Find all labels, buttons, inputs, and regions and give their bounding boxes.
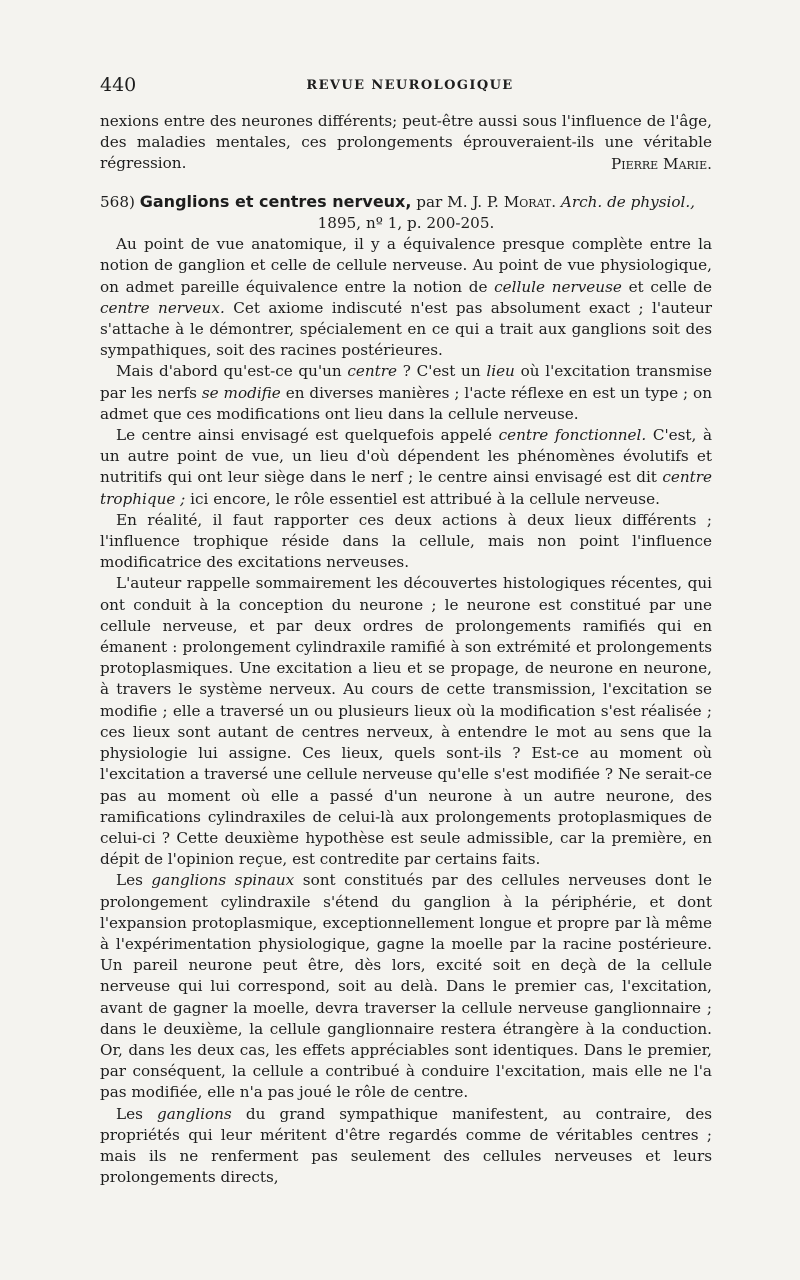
review-paragraph	[100, 870, 712, 1103]
paragraph-text: Mais d'abord qu'est-ce qu'un	[116, 362, 348, 381]
review-paragraph	[100, 361, 712, 425]
paragraph-text: Au point de vue anatomique, il y a équivalence presque complète entre la notion de ganglion et celle de cellule nerveuse. Au point de vue physiologique, on admet pareille équivalence entre la notion de	[100, 235, 712, 296]
paragraph-text: du grand sympathique manifestent, au contraire, des propriétés qui leur méritent d'être regardés comme de véritables centres ; mais ils ne renferment pas seulement des cellules nerveuses et leurs prolongements directs,	[100, 1104, 712, 1187]
prev-article-signature: Pierre Marie.	[611, 154, 712, 173]
paragraph-text: Le centre ainsi envisagé est quelquefois appelé	[116, 426, 499, 445]
paragraph-text: Les	[116, 1104, 158, 1123]
paragraph-text: et celle de	[621, 277, 712, 296]
paragraph-text: En réalité, il faut rapporter ces deux actions à deux lieux différents ; l'influence trophique réside dans la cellule, mais non point l'influence modificatrice des excitations nerveuses.	[100, 510, 712, 572]
paragraph-text: C'est, à un autre point de vue, un lieu d'où dépendent les phénomènes évolutifs et nutritifs qui ont leur siège dans le nerf ; le centre ainsi envisagé est dit	[100, 426, 713, 487]
italic-term: se modifie	[201, 383, 281, 402]
review-paragraph	[100, 425, 712, 510]
italic-term: centre nerveux.	[100, 298, 225, 317]
prev-article-text: nexions entre des neurones différents; peut-être aussi sous l'influence de l'âge, des maladies mentales, ces prolongements éprouveraient-ils une véritable régression.	[100, 112, 712, 173]
review-heading	[100, 191, 712, 234]
review-paragraph	[100, 234, 712, 361]
review-reference: 1895, nº 1, p. 200-205.	[317, 214, 495, 233]
paragraph-text: Les	[116, 871, 152, 890]
italic-term: centre fonctionnel.	[498, 426, 647, 445]
review-paragraph	[100, 1104, 712, 1189]
review-by: par M. J. P.	[416, 192, 499, 211]
italic-term: centre trophique ;	[100, 468, 712, 508]
review-paragraph	[100, 510, 712, 574]
paragraph-text: en diverses manières ; l'acte réflexe en est un type ; on admet que ces modifications ont lieu dans la cellule nerveuse.	[100, 383, 712, 423]
italic-term: ganglions spinaux	[151, 871, 295, 890]
review-author: Morat.	[503, 192, 557, 211]
paragraph-text: sont constitués par des cellules nerveuses dont le prolongement cylindraxile s'étend du ganglion à la périphérie, et dont l'expansion protoplasmique, exceptionnellement longue et propre par là même à l'expérimentation physiologique, gagne la moelle par la racine postérieure. Un pareil neurone peut être, dès lors, excité soit en deçà de la cellule nerveuse qui lui correspond, soit au delà. Dans le premier cas, l'excitation, avant de gagner la moelle, devra traverser la cellule nerveuse ganglionnaire ; dans le deuxième, la cellule ganglionnaire restera étrangère à la conduction. Or, dans les deux cas, les effets appréciables sont identiques. Dans le premier, par conséquent, la cellule a contribué à conduire l'excitation, mais elle ne l'a pas modifiée, elle n'a pas joué le rôle de centre.	[100, 871, 713, 1102]
review-journal: Arch. de physiol.,	[560, 192, 696, 211]
review-title: Ganglions et centres nerveux,	[139, 191, 412, 211]
paragraph-text: L'auteur rappelle sommairement les découvertes histologiques récentes, qui ont conduit à la conception du neurone ; le neurone est constitué par une cellule nerveuse, et par deux ordres de prolongements ramifiés qui en émanent : prolongement cylindraxile ramifié à son extrémité et prolongements protoplasmiques. Une excitation a lieu et se propage, de neurone en neurone, à travers le système nerveux. Au cours de cette transmission, l'excitation se modifie ; elle a traversé un ou plusieurs lieux où la modification s'est réalisée ; ces lieux sont autant de centres nerveux, à entendre le mot au sens que la physiologie lui assigne. Ces lieux, quels sont-ils ? Est-ce au moment où l'excitation a traversé une cellule nerveuse qu'elle s'est modifiée ? Ne serait-ce pas au moment où elle a passé d'un neurone à un autre neurone, des ramifications cylindraxiles de celui-là aux prolongements protoplasmiques de celui-ci ? Cette deuxième hypothèse est seule admissible, car la première, en dépit de l'opinion reçue, est contredite par certains faits.	[100, 574, 712, 869]
page-header	[100, 74, 720, 100]
paragraph-text: ? C'est un	[397, 362, 487, 381]
italic-term: cellule nerveuse	[494, 277, 622, 296]
paragraph-text: ici encore, le rôle essentiel est attribué à la cellule nerveuse.	[185, 489, 660, 508]
page-body	[100, 111, 712, 1188]
review-paragraphs	[100, 234, 712, 1188]
review-paragraph	[100, 573, 712, 870]
page-number: 440	[100, 74, 137, 96]
paragraph-text: Cet axiome indiscuté n'est pas absolument exact ; l'auteur s'attache à le démontrer, spécialement en ce qui a trait aux ganglions soit des sympathiques, soit des racines postérieures.	[100, 298, 712, 360]
italic-term: centre	[347, 362, 398, 381]
paragraph-text: où l'excitation transmise par les nerfs	[100, 362, 712, 402]
running-title: REVUE NEUROLOGIQUE	[306, 78, 514, 93]
italic-term: lieu	[486, 362, 515, 381]
review-number: 568)	[100, 192, 135, 211]
italic-term: ganglions	[157, 1104, 232, 1123]
